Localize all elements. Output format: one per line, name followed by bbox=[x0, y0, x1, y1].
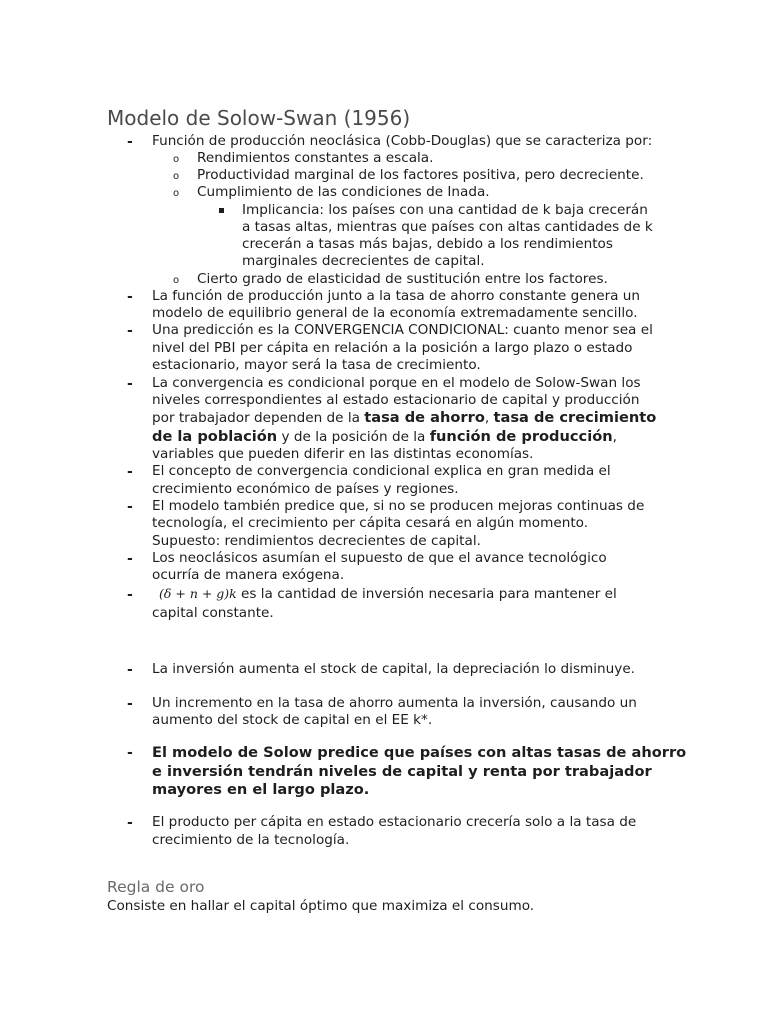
text-run: por trabajador dependen de la bbox=[152, 410, 365, 426]
bullet-text: Los neoclásicos asumían el supuesto de que el avance tecnológico bbox=[152, 550, 607, 566]
bold-bullet-text: El modelo de Solow predice que países con altas tasas de ahorro bbox=[152, 744, 687, 761]
bullet-text: modelo de equilibrio general de la economía extremadamente sencillo. bbox=[152, 305, 638, 321]
bullet-text bbox=[152, 409, 656, 427]
text-run: , bbox=[612, 429, 617, 445]
bold-term: tasa de crecimiento bbox=[493, 409, 657, 426]
bullet-text: El producto per cápita en estado estacionario crecería solo a la tasa de bbox=[152, 814, 637, 830]
bold-bullet-text: mayores en el largo plazo. bbox=[152, 781, 370, 798]
bullet-dash: - bbox=[127, 696, 133, 712]
bullet-dash: - bbox=[127, 551, 133, 567]
bullet-text: ocurría de manera exógena. bbox=[152, 567, 345, 583]
sub-sub-bullet-text: a tasas altas, mientras que países con altas cantidades de k bbox=[242, 219, 653, 235]
text-run: , bbox=[484, 410, 494, 426]
bullet-text: capital constante. bbox=[152, 605, 274, 621]
bullet-text: es la cantidad de inversión necesaria para mantener el bbox=[241, 586, 617, 602]
formula: (δ + n + g)k bbox=[159, 586, 237, 601]
sub-sub-bullet-text: Implicancia: los países con una cantidad de k baja crecerán bbox=[242, 202, 648, 218]
bullet-text: Supuesto: rendimientos decrecientes de capital. bbox=[152, 533, 481, 549]
bullet-dash: - bbox=[127, 376, 133, 392]
section-heading: Regla de oro bbox=[107, 878, 205, 896]
bullet-dash: - bbox=[127, 662, 133, 678]
sub-bullet-circle: o bbox=[173, 154, 180, 165]
bullet-dash: - bbox=[127, 323, 133, 339]
bullet-text: estacionario, mayor será la tasa de crecimiento. bbox=[152, 357, 481, 373]
sub-sub-bullet-text: marginales decrecientes de capital. bbox=[242, 253, 485, 269]
bullet-text: tecnología, el crecimiento per cápita cesará en algún momento. bbox=[152, 515, 589, 531]
bullet-text: aumento del stock de capital en el EE k*. bbox=[152, 712, 433, 728]
bullet-text: El modelo también predice que, si no se producen mejoras continuas de bbox=[152, 498, 645, 514]
bullet-text: Función de producción neoclásica (Cobb-Douglas) que se caracteriza por: bbox=[152, 133, 653, 149]
sub-bullet-text: Cumplimiento de las condiciones de Inada. bbox=[197, 184, 490, 200]
bullet-text: El concepto de convergencia condicional explica en gran medida el bbox=[152, 463, 611, 479]
bullet-dash: - bbox=[127, 499, 133, 515]
section-text: Consiste en hallar el capital óptimo que maximiza el consumo. bbox=[107, 898, 535, 914]
sub-bullet-text: Cierto grado de elasticidad de sustitución entre los factores. bbox=[197, 271, 608, 287]
bullet-text: crecimiento de la tecnología. bbox=[152, 832, 350, 848]
sub-bullet-text: Rendimientos constantes a escala. bbox=[197, 150, 434, 166]
bullet-text: variables que pueden diferir en las distintas economías. bbox=[152, 446, 534, 462]
bullet-text: La convergencia es condicional porque en el modelo de Solow-Swan los bbox=[152, 375, 641, 391]
bullet-text: La inversión aumenta el stock de capital, la depreciación lo disminuye. bbox=[152, 661, 636, 677]
bullet-dash: - bbox=[127, 289, 133, 305]
sub-bullet-circle: o bbox=[173, 188, 180, 199]
bullet-text: Un incremento en la tasa de ahorro aumenta la inversión, causando un bbox=[152, 695, 637, 711]
bold-term: tasa de ahorro bbox=[364, 409, 485, 426]
bullet-dash: - bbox=[127, 134, 133, 150]
bullet-text: nivel del PBI per cápita en relación a la posición a largo plazo o estado bbox=[152, 340, 633, 356]
bold-term: función de producción bbox=[429, 428, 613, 445]
page-title: Modelo de Solow-Swan (1956) bbox=[107, 106, 411, 130]
bullet-dash: - bbox=[127, 815, 133, 831]
bullet-text: Una predicción es la CONVERGENCIA CONDICIONAL: cuanto menor sea el bbox=[152, 322, 653, 338]
bullet-dash: - bbox=[127, 464, 133, 480]
bullet-text: niveles correspondientes al estado estacionario de capital y producción bbox=[152, 392, 640, 408]
sub-sub-bullet-text: crecerán a tasas más bajas, debido a los rendimientos bbox=[242, 236, 613, 252]
sub-bullet-text: Productividad marginal de los factores positiva, pero decreciente. bbox=[197, 167, 644, 183]
text-run: y de la posición de la bbox=[277, 429, 430, 445]
sub-bullet-circle: o bbox=[173, 275, 180, 286]
square-bullet-icon bbox=[219, 208, 224, 213]
bullet-text: La función de producción junto a la tasa de ahorro constante genera un bbox=[152, 288, 641, 304]
bold-bullet-text: e inversión tendrán niveles de capital y renta por trabajador bbox=[152, 763, 652, 780]
bold-term: de la población bbox=[152, 428, 278, 445]
sub-bullet-circle: o bbox=[173, 171, 180, 182]
bullet-dash: - bbox=[127, 745, 133, 761]
bullet-text bbox=[152, 428, 617, 446]
bullet-dash: - bbox=[127, 587, 133, 603]
bullet-text: crecimiento económico de países y regiones. bbox=[152, 481, 459, 497]
